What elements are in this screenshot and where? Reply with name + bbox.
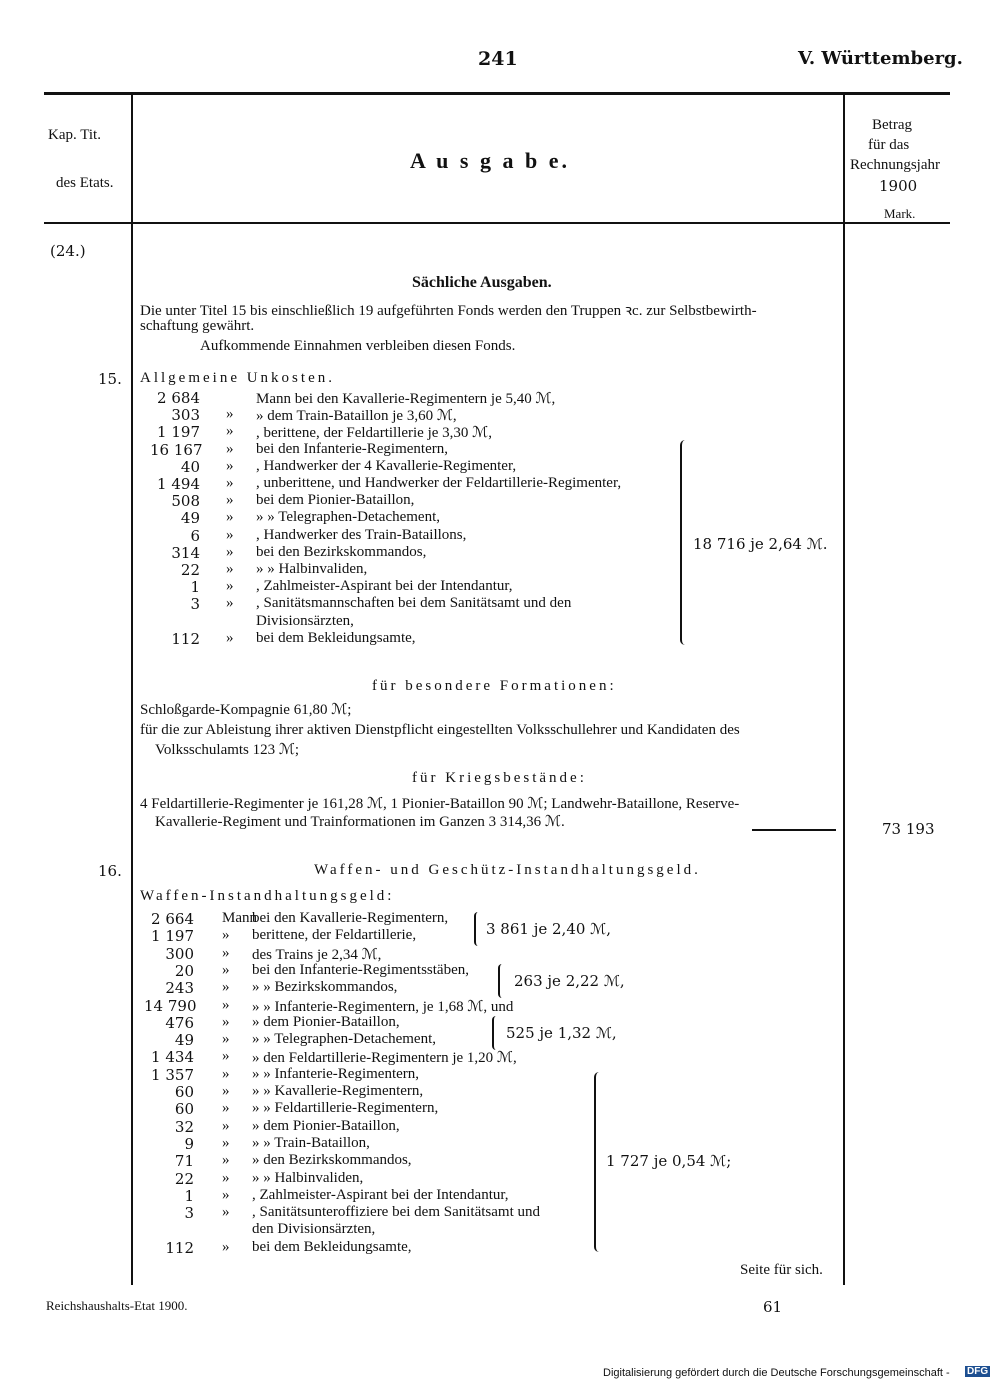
tit16-brace-a-total: 3 861 je 2,40 ℳ, <box>486 920 611 938</box>
row-text: des Trains je 2,34 ℳ, <box>252 946 382 963</box>
row-unit: » <box>222 996 230 1013</box>
row-unit: » <box>226 509 234 526</box>
row-unit: » <box>222 1065 230 1082</box>
row-count: 314 <box>171 543 200 562</box>
head-bottom-rule <box>44 222 950 224</box>
row-text: bei den Infanterie-Regimentern, <box>256 440 448 457</box>
intro-line-2: schaftung gewährt. <box>140 318 255 334</box>
betrag-line-1: Betrag <box>872 117 912 133</box>
row-unit: » <box>226 629 234 646</box>
kap-tit-label: Kap. Tit. <box>48 127 101 143</box>
row-unit: » <box>222 1117 230 1134</box>
row-unit: » <box>222 1186 230 1203</box>
row-unit: » <box>226 457 234 474</box>
section-title: V. Württemberg. <box>798 48 963 69</box>
row-count: 1 357 <box>151 1065 194 1084</box>
row-unit: » <box>226 526 234 543</box>
row-text: bei dem Bekleidungsamte, <box>256 629 416 646</box>
row-count: 2 684 <box>157 389 200 407</box>
row-count: 1 197 <box>151 927 194 946</box>
tit16-brace-b <box>498 964 506 998</box>
row-unit: » <box>226 595 234 612</box>
besondere-heading: für besondere Formationen: <box>372 678 617 694</box>
row-text: » » Bezirkskommandos, <box>252 979 398 996</box>
krieg-line-2: Kavallerie-Regiment und Trainformationen im Ganzen 3 314,36 ℳ. <box>155 814 565 830</box>
row-unit: » <box>226 578 234 595</box>
row-count: 32 <box>174 1117 194 1136</box>
row-text: , Sanitätsunteroffiziere bei dem Sanitätsamt und <box>252 1204 540 1221</box>
row-unit: » <box>226 406 234 423</box>
row-text: » den Bezirkskommandos, <box>252 1152 412 1169</box>
row-unit: » <box>222 1238 230 1255</box>
mark-label: Mark. <box>884 206 916 221</box>
kap-number: (24.) <box>50 242 86 260</box>
footer-page: 61 <box>763 1298 783 1316</box>
row-count: 1 494 <box>157 475 200 493</box>
row-count: 508 <box>171 492 200 511</box>
row-text: » » Train-Bataillon, <box>252 1134 370 1151</box>
betrag-line-3: Rechnungsjahr <box>850 157 940 173</box>
row-count: 49 <box>174 1031 194 1050</box>
row-unit: » <box>226 423 234 440</box>
row-unit: » <box>222 1169 230 1186</box>
row-count: 243 <box>165 979 194 998</box>
row-unit: » <box>222 1048 230 1065</box>
page-number: 241 <box>478 48 518 70</box>
row-count: 16 167 <box>150 440 203 459</box>
row-unit: » <box>222 1152 230 1169</box>
tit16-brace-c-total: 525 je 1,32 ℳ, <box>506 1024 617 1042</box>
top-rule <box>44 92 950 95</box>
tit15-brace <box>680 440 690 645</box>
row-unit: » <box>226 440 234 457</box>
row-text: , unberittene, und Handwerker der Feldartillerie-Regimenter, <box>256 475 622 491</box>
tit16-brace-a <box>474 912 482 946</box>
intro-line-3: Aufkommende Einnahmen verbleiben diesen Fonds. <box>200 338 516 354</box>
row-count: 22 <box>180 561 200 579</box>
row-text: bei den Kavallerie-Regimentern, <box>252 910 449 926</box>
row-text: berittene, der Feldartillerie, <box>252 927 417 944</box>
row-unit: » <box>222 1100 230 1117</box>
tit15-amount: 73 193 <box>882 820 935 838</box>
tit16-brace-d-total: 1 727 je 0,54 ℳ; <box>606 1152 732 1170</box>
tit16-brace-d <box>594 1072 604 1252</box>
betrag-year: 1900 <box>879 177 918 195</box>
row-count: 3 <box>190 595 200 614</box>
des-etats-label: des Etats. <box>56 175 114 191</box>
ausgabe-heading: A u s g a b e. <box>410 148 570 173</box>
row-text: Divisionsärzten, <box>256 612 354 629</box>
row-count: 112 <box>171 629 200 648</box>
row-text: » » Halbinvaliden, <box>256 561 368 577</box>
row-count: 49 <box>180 509 200 528</box>
row-text: , Handwerker der 4 Kavallerie-Regimenter, <box>256 457 517 474</box>
row-count: 303 <box>171 406 200 425</box>
row-text: » » Telegraphen-Detachement, <box>252 1031 437 1048</box>
row-count: 1 <box>190 578 200 597</box>
row-unit: » <box>226 543 234 560</box>
tit16-subtitle: Waffen-Instandhaltungsgeld: <box>140 888 395 904</box>
footer-etat: Reichshaushalts-Etat 1900. <box>46 1298 188 1313</box>
row-text: , berittene, der Feldartillerie je 3,30 ℳ, <box>256 425 492 442</box>
row-unit: Mann <box>222 910 257 926</box>
tit15-title: Allgemeine Unkosten. <box>140 370 335 386</box>
row-text: » » Telegraphen-Detachement, <box>256 509 441 526</box>
dfg-notice: Digitalisierung gefördert durch die Deutsche Forschungsgemeinschaft - <box>603 1367 950 1379</box>
row-unit: » <box>226 561 234 577</box>
row-unit: » <box>226 492 234 509</box>
tit15-brace-total: 18 716 je 2,64 ℳ. <box>693 535 828 553</box>
row-text: » den Feldartillerie-Regimentern je 1,20 ℳ, <box>252 1050 517 1067</box>
row-count: 1 <box>184 1186 194 1205</box>
row-text: » » Kavallerie-Regimentern, <box>252 1083 424 1099</box>
besondere-line-2: für die zur Ableistung ihrer aktiven Dienstpflicht eingestellten Volksschullehrer und Kandidaten des <box>140 722 740 738</box>
row-text: , Sanitätsmannschaften bei dem Sanitätsamt und den <box>256 595 572 612</box>
row-count: 2 664 <box>151 910 194 928</box>
row-text: den Divisionsärzten, <box>252 1221 376 1238</box>
row-count: 71 <box>174 1152 194 1171</box>
row-text: bei dem Bekleidungsamte, <box>252 1238 412 1255</box>
row-count: 20 <box>174 961 194 980</box>
row-count: 300 <box>165 944 194 963</box>
row-count: 6 <box>190 526 200 545</box>
row-count: 60 <box>174 1083 194 1101</box>
right-column-rule <box>843 95 845 1285</box>
row-text: » » Infanterie-Regimentern, je 1,68 ℳ, und <box>252 998 514 1015</box>
row-text: , Handwerker des Train-Bataillons, <box>256 526 467 543</box>
row-text: bei dem Pionier-Bataillon, <box>256 492 415 509</box>
row-text: bei den Infanterie-Regimentsstäben, <box>252 961 470 978</box>
row-text: » » Infanterie-Regimentern, <box>252 1065 420 1082</box>
row-count: 476 <box>165 1013 194 1032</box>
tit15-number: 15. <box>98 370 122 388</box>
row-unit: » <box>222 979 230 996</box>
row-count: 1 434 <box>151 1048 194 1067</box>
row-unit: » <box>222 1204 230 1221</box>
sum-rule <box>752 829 836 831</box>
seite-fuer-sich: Seite für sich. <box>740 1262 823 1278</box>
tit16-brace-b-total: 263 je 2,22 ℳ, <box>514 972 625 990</box>
row-text: » dem Pionier-Bataillon, <box>252 1117 400 1134</box>
row-text: bei den Bezirkskommandos, <box>256 543 427 560</box>
row-text: » » Feldartillerie-Regimentern, <box>252 1100 439 1117</box>
row-count: 40 <box>180 457 200 476</box>
row-count: 112 <box>165 1238 194 1257</box>
row-count: 1 197 <box>157 423 200 442</box>
row-unit: » <box>222 1083 230 1099</box>
row-count: 22 <box>174 1169 194 1188</box>
besondere-line-3: Volksschulamts 123 ℳ; <box>155 742 300 758</box>
row-text: » dem Pionier-Bataillon, <box>252 1013 400 1030</box>
row-count: 14 790 <box>144 996 197 1015</box>
row-unit: » <box>222 961 230 978</box>
row-count: 9 <box>184 1134 194 1153</box>
intro-line-1: Die unter Titel 15 bis einschließlich 19 aufgeführten Fonds werden den Truppen ꝛc. zur Selbstbewirth- <box>140 303 757 319</box>
row-text: Mann bei den Kavallerie-Regimentern je 5,40 ℳ, <box>256 391 556 407</box>
saechliche-heading: Sächliche Ausgaben. <box>412 274 552 291</box>
betrag-line-2: für das <box>868 137 910 153</box>
row-unit: » <box>226 475 234 491</box>
left-column-rule <box>131 95 133 1285</box>
row-count: 3 <box>184 1204 194 1223</box>
row-text: , Zahlmeister-Aspirant bei der Intendantur, <box>252 1186 509 1203</box>
row-unit: » <box>222 1031 230 1048</box>
besondere-line-1: Schloßgarde-Kompagnie 61,80 ℳ; <box>140 702 352 718</box>
tit16-number: 16. <box>98 862 122 880</box>
row-text: » » Halbinvaliden, <box>252 1169 364 1186</box>
row-unit: » <box>222 927 230 944</box>
row-text: » dem Train-Bataillon je 3,60 ℳ, <box>256 408 457 425</box>
krieg-line-1: 4 Feldartillerie-Regimenter je 161,28 ℳ, 1 Pionier-Bataillon 90 ℳ; Landwehr-Bataillone, Reserve- <box>140 796 740 812</box>
krieg-heading: für Kriegsbestände: <box>412 770 587 786</box>
row-count: 60 <box>174 1100 194 1119</box>
dfg-logo: DFG <box>967 1366 989 1377</box>
tit16-title: Waffen- und Geschütz-Instandhaltungsgeld. <box>314 862 701 878</box>
row-text: , Zahlmeister-Aspirant bei der Intendantur, <box>256 578 513 595</box>
tit16-brace-c <box>492 1016 500 1050</box>
row-unit: » <box>222 1134 230 1151</box>
row-unit: » <box>222 1013 230 1030</box>
row-unit: » <box>222 944 230 961</box>
